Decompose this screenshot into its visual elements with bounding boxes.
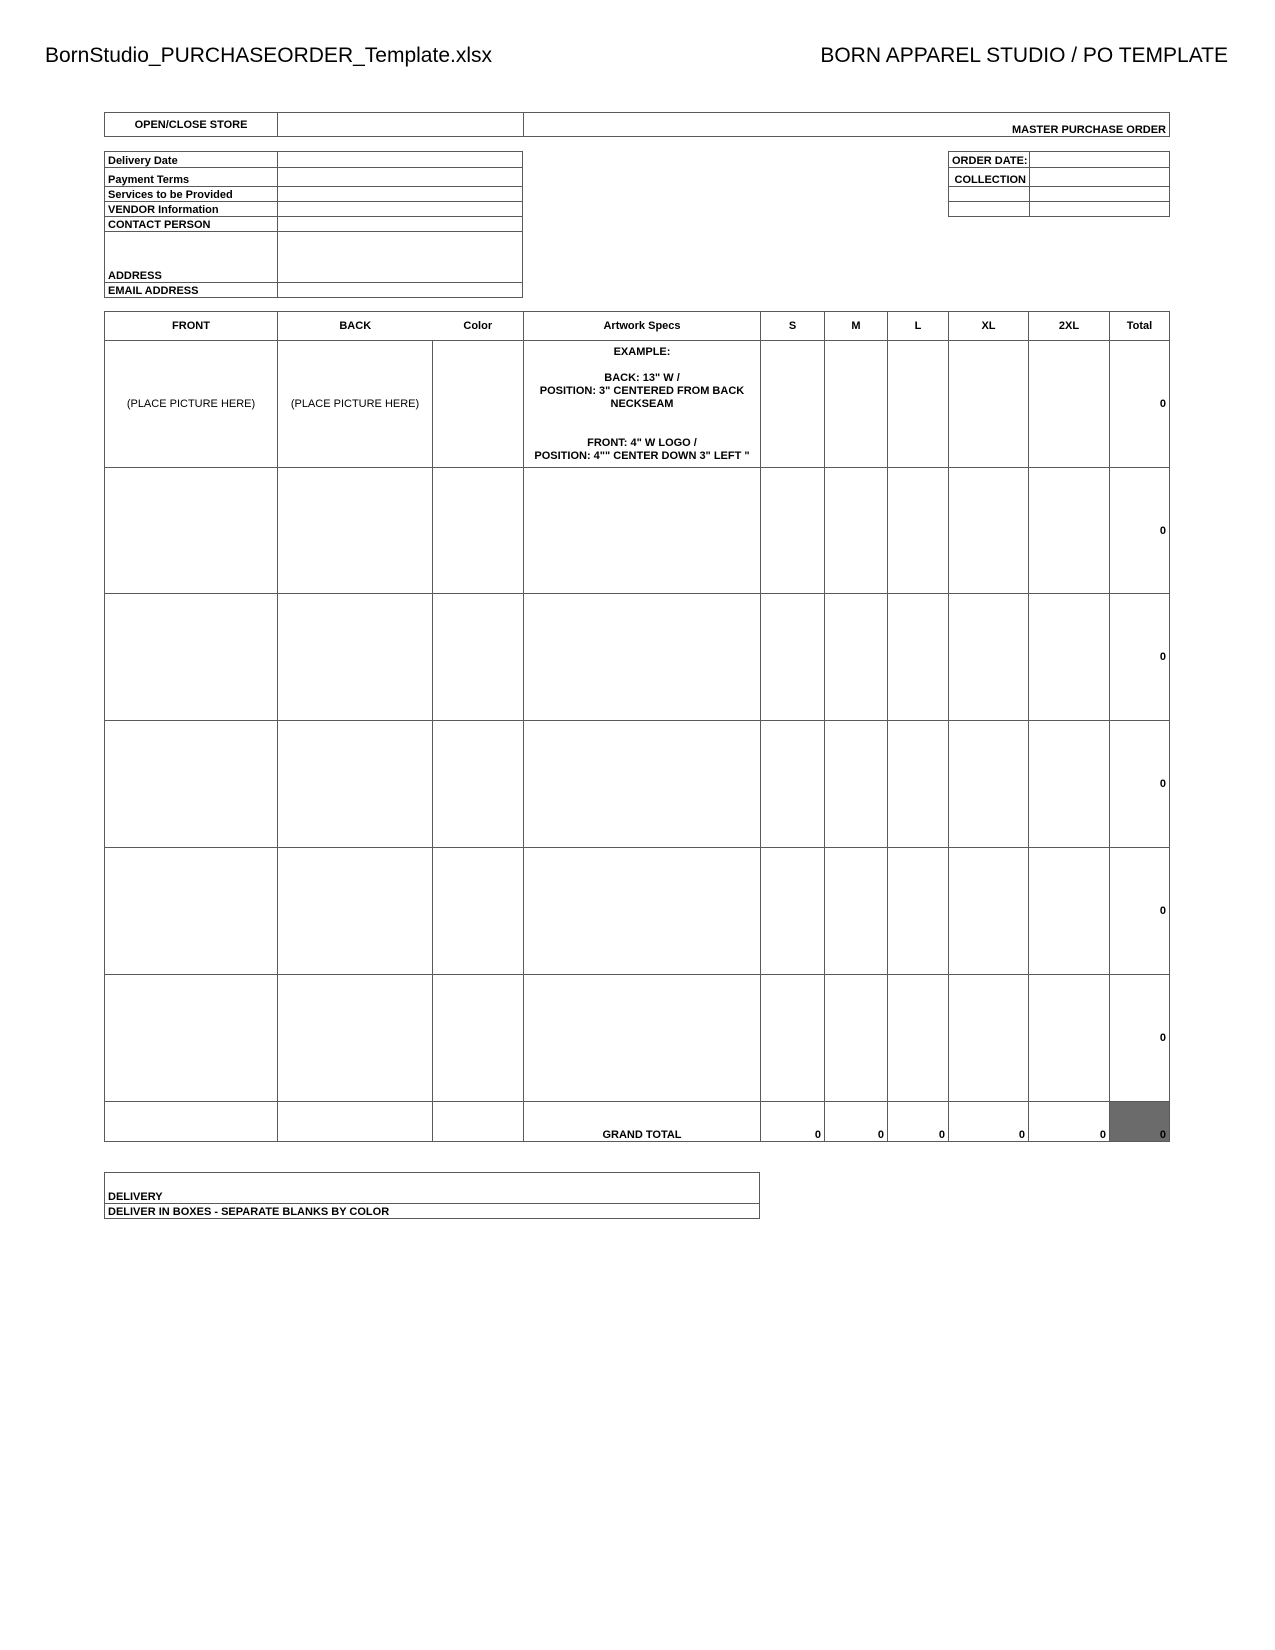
- back-picture-cell[interactable]: [278, 975, 433, 1102]
- grand-total-2xl: 0: [1029, 1102, 1110, 1142]
- qty-m-cell[interactable]: [825, 975, 888, 1102]
- info-label: Delivery Date: [105, 152, 278, 168]
- qty-s-cell[interactable]: [761, 848, 825, 975]
- order-meta-table: [948, 151, 1170, 217]
- artwork-specs-cell[interactable]: [524, 341, 761, 468]
- delivery-label: DELIVERY: [105, 1173, 760, 1204]
- artwork-specs-cell[interactable]: [524, 594, 761, 721]
- table-row: [105, 975, 1170, 1102]
- grand-total-s: 0: [761, 1102, 825, 1142]
- delivery-date-field[interactable]: [278, 152, 523, 168]
- store-label: OPEN/CLOSE STORE: [105, 113, 278, 137]
- qty-s-cell[interactable]: [761, 341, 825, 468]
- qty-2xl-cell[interactable]: [1029, 975, 1110, 1102]
- info-label: ADDRESS: [105, 232, 278, 283]
- items-header-row: [105, 312, 1170, 341]
- info-label: EMAIL ADDRESS: [105, 283, 278, 298]
- table-row: [105, 468, 1170, 594]
- col-header-color: Color: [433, 312, 524, 341]
- empty-cell: [278, 1102, 433, 1142]
- qty-m-cell[interactable]: [825, 594, 888, 721]
- info-label: CONTACT PERSON: [105, 217, 278, 232]
- back-picture-cell[interactable]: [278, 721, 433, 848]
- col-header-front: FRONT: [105, 312, 278, 341]
- col-header-m: M: [825, 312, 888, 341]
- meta-label: [949, 202, 1030, 217]
- qty-xl-cell[interactable]: [949, 594, 1029, 721]
- back-picture-cell[interactable]: [278, 848, 433, 975]
- info-label: Payment Terms: [105, 168, 278, 187]
- delivery-table: [104, 1172, 760, 1219]
- row-total-cell: 0: [1110, 848, 1170, 975]
- color-cell[interactable]: [433, 848, 524, 975]
- qty-l-cell[interactable]: [888, 721, 949, 848]
- grand-total-overall: 0: [1110, 1102, 1170, 1142]
- master-po-label: MASTER PURCHASE ORDER: [524, 113, 1170, 137]
- items-table: [104, 311, 1170, 1142]
- col-header-total: Total: [1110, 312, 1170, 341]
- qty-2xl-cell[interactable]: [1029, 848, 1110, 975]
- info-label: Services to be Provided: [105, 187, 278, 202]
- front-picture-cell[interactable]: [105, 848, 278, 975]
- table-row: [105, 721, 1170, 848]
- artwork-specs-cell[interactable]: [524, 975, 761, 1102]
- col-header-l: L: [888, 312, 949, 341]
- document-title: BORN APPAREL STUDIO / PO TEMPLATE: [820, 44, 1228, 67]
- qty-l-cell[interactable]: [888, 594, 949, 721]
- vendor-info-field[interactable]: [278, 202, 523, 217]
- qty-s-cell[interactable]: [761, 975, 825, 1102]
- color-cell[interactable]: [433, 721, 524, 848]
- table-row: [105, 848, 1170, 975]
- color-cell[interactable]: [433, 341, 524, 468]
- row-total-cell: 0: [1110, 721, 1170, 848]
- col-header-artwork-specs: Artwork Specs: [524, 312, 761, 341]
- row-total-cell: 0: [1110, 975, 1170, 1102]
- file-name: BornStudio_PURCHASEORDER_Template.xlsx: [45, 44, 492, 67]
- table-row: [105, 594, 1170, 721]
- order-date-label: ORDER DATE:: [949, 152, 1030, 168]
- order-date-field[interactable]: [1030, 152, 1170, 168]
- front-picture-cell[interactable]: [105, 594, 278, 721]
- meta-field[interactable]: [1030, 202, 1170, 217]
- qty-l-cell[interactable]: [888, 848, 949, 975]
- front-picture-cell[interactable]: [105, 975, 278, 1102]
- grand-total-row: [105, 1102, 1170, 1142]
- email-address-field[interactable]: [278, 283, 523, 298]
- qty-s-cell[interactable]: [761, 594, 825, 721]
- spec-line: POSITION: 4"" CENTER DOWN 3" LEFT ": [534, 450, 750, 462]
- qty-2xl-cell[interactable]: [1029, 721, 1110, 848]
- back-picture-cell[interactable]: (PLACE PICTURE HERE): [278, 341, 433, 468]
- table-row: [105, 341, 1170, 468]
- grand-total-xl: 0: [949, 1102, 1029, 1142]
- address-field[interactable]: [278, 232, 523, 283]
- store-header-table: [104, 112, 1170, 137]
- info-label: VENDOR Information: [105, 202, 278, 217]
- store-value-cell[interactable]: [278, 113, 524, 137]
- spec-line: FRONT: 4" W LOGO /: [587, 437, 697, 449]
- payment-terms-field[interactable]: [278, 168, 523, 187]
- color-cell[interactable]: [433, 468, 524, 594]
- col-header-xl: XL: [949, 312, 1029, 341]
- col-header-back: BACK: [278, 312, 433, 341]
- qty-m-cell[interactable]: [825, 341, 888, 468]
- qty-m-cell[interactable]: [825, 721, 888, 848]
- meta-field[interactable]: [1030, 187, 1170, 202]
- qty-xl-cell[interactable]: [949, 848, 1029, 975]
- collection-field[interactable]: [1030, 168, 1170, 187]
- row-total-cell: 0: [1110, 341, 1170, 468]
- back-picture-cell[interactable]: [278, 468, 433, 594]
- back-picture-cell[interactable]: [278, 594, 433, 721]
- meta-label: [949, 187, 1030, 202]
- qty-2xl-cell[interactable]: [1029, 594, 1110, 721]
- row-total-cell: 0: [1110, 468, 1170, 594]
- col-header-2xl: 2XL: [1029, 312, 1110, 341]
- qty-xl-cell[interactable]: [949, 468, 1029, 594]
- grand-total-l: 0: [888, 1102, 949, 1142]
- empty-cell: [433, 1102, 524, 1142]
- qty-2xl-cell[interactable]: [1029, 341, 1110, 468]
- qty-s-cell[interactable]: [761, 468, 825, 594]
- artwork-specs-cell[interactable]: [524, 848, 761, 975]
- qty-l-cell[interactable]: [888, 468, 949, 594]
- contact-person-field[interactable]: [278, 217, 523, 232]
- front-picture-cell[interactable]: (PLACE PICTURE HERE): [105, 341, 278, 468]
- qty-m-cell[interactable]: [825, 848, 888, 975]
- qty-m-cell[interactable]: [825, 468, 888, 594]
- color-cell[interactable]: [433, 594, 524, 721]
- front-picture-cell[interactable]: [105, 468, 278, 594]
- artwork-specs-cell[interactable]: [524, 721, 761, 848]
- spec-line: POSITION: 3" CENTERED FROM BACK NECKSEAM: [539, 385, 745, 410]
- qty-l-cell[interactable]: [888, 341, 949, 468]
- services-field[interactable]: [278, 187, 523, 202]
- qty-2xl-cell[interactable]: [1029, 468, 1110, 594]
- qty-s-cell[interactable]: [761, 721, 825, 848]
- qty-xl-cell[interactable]: [949, 975, 1029, 1102]
- qty-xl-cell[interactable]: [949, 341, 1029, 468]
- spec-line: EXAMPLE:: [613, 346, 671, 358]
- collection-label: COLLECTION: [949, 168, 1030, 187]
- delivery-instruction: DELIVER IN BOXES - SEPARATE BLANKS BY COLOR: [105, 1204, 760, 1219]
- front-picture-cell[interactable]: [105, 721, 278, 848]
- row-total-cell: 0: [1110, 594, 1170, 721]
- qty-l-cell[interactable]: [888, 975, 949, 1102]
- artwork-specs-cell[interactable]: [524, 468, 761, 594]
- empty-cell: [105, 1102, 278, 1142]
- spec-line: BACK: 13" W /: [604, 372, 680, 384]
- color-cell[interactable]: [433, 975, 524, 1102]
- grand-total-label: GRAND TOTAL: [524, 1102, 761, 1142]
- qty-xl-cell[interactable]: [949, 721, 1029, 848]
- col-header-s: S: [761, 312, 825, 341]
- grand-total-m: 0: [825, 1102, 888, 1142]
- vendor-info-table: [104, 151, 523, 298]
